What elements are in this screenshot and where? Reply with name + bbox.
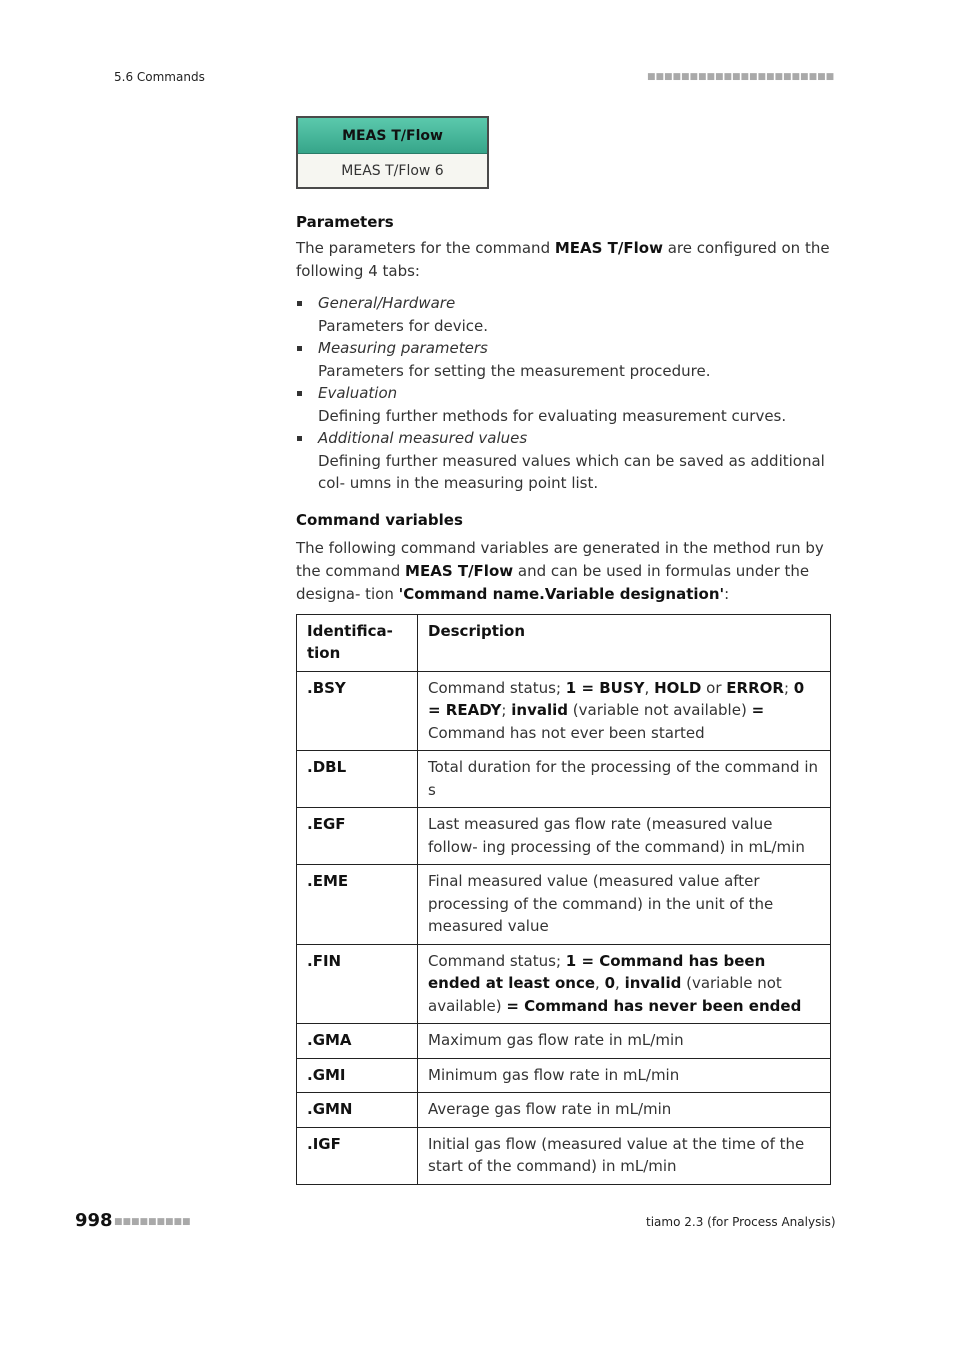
table-cell-description: Command status; 1 = Command has been ended at least once, 0, invalid (variable not available) = Command has never been ended xyxy=(418,944,831,1024)
table-row: .GMI Minimum gas flow rate in mL/min xyxy=(297,1058,831,1093)
parameters-intro: The parameters for the command MEAS T/Flow are configured on the following 4 tabs: xyxy=(296,239,830,280)
command-variables-table xyxy=(296,614,831,1185)
column-header-identification: Identifica- tion xyxy=(297,614,418,671)
bullet-icon xyxy=(297,346,302,351)
footer-product: tiamo 2.3 (for Process Analysis) xyxy=(646,1215,836,1229)
command-variables-heading: Command variables xyxy=(296,510,463,529)
table-header-row xyxy=(297,614,831,671)
parameter-tabs-list xyxy=(296,292,830,495)
bullet-icon xyxy=(297,436,302,441)
command-box-instance: MEAS T/Flow 6 xyxy=(341,163,444,179)
table-row: .FIN Command status; 1 = Command has been ended at least once, 0, invalid (variable not available) = Command has never been ended xyxy=(297,944,831,1024)
table-row: .EGF Last measured gas flow rate (measured value follow- ing processing of the command) in mL/min xyxy=(297,808,831,865)
bullet-icon xyxy=(297,391,302,396)
column-header-description: Description xyxy=(418,614,831,671)
footer-dots: ■■■■■■■■■ xyxy=(114,1217,191,1227)
running-header-section: 5.6 Commands xyxy=(114,70,205,84)
table-row: .GMA Maximum gas flow rate in mL/min xyxy=(297,1024,831,1059)
list-item: Measuring parameters Parameters for setting the measurement procedure. xyxy=(296,337,830,382)
bullet-icon xyxy=(297,301,302,306)
table-row: .DBL Total duration for the processing of the command in s xyxy=(297,751,831,808)
running-header-dots: ■■■■■■■■■■■■■■■■■■■■■■ xyxy=(647,72,835,82)
page-number: 998 xyxy=(75,1210,113,1231)
list-item: Evaluation Defining further methods for evaluating measurement curves. xyxy=(296,382,830,427)
table-row: .GMN Average gas flow rate in mL/min xyxy=(297,1093,831,1128)
parameters-heading: Parameters xyxy=(296,213,394,231)
table-row: .EME Final measured value (measured value after processing of the command) in the unit of the measured value xyxy=(297,865,831,945)
table-cell-description: Command status; 1 = BUSY, HOLD or ERROR; 0 = READY; invalid (variable not available) = Command has not ever been started xyxy=(418,671,831,751)
command-icon-box xyxy=(296,116,489,189)
command-box-title: MEAS T/Flow xyxy=(298,118,487,154)
main-content xyxy=(296,210,830,1185)
table-row: .BSY Command status; 1 = BUSY, HOLD or ERROR; 0 = READY; invalid (variable not available) = Command has not ever been started xyxy=(297,671,831,751)
list-item: Additional measured values Defining further measured values which can be saved as additional col- umns in the measuring point list. xyxy=(296,427,830,495)
list-item: General/Hardware Parameters for device. xyxy=(296,292,830,337)
command-variables-intro: The following command variables are generated in the method run by the command MEAS T/Flow and can be used in formulas under the designa- tion 'Command name.Variable designation': xyxy=(296,538,824,603)
table-row: .IGF Initial gas flow (measured value at the time of the start of the command) in mL/min xyxy=(297,1127,831,1184)
